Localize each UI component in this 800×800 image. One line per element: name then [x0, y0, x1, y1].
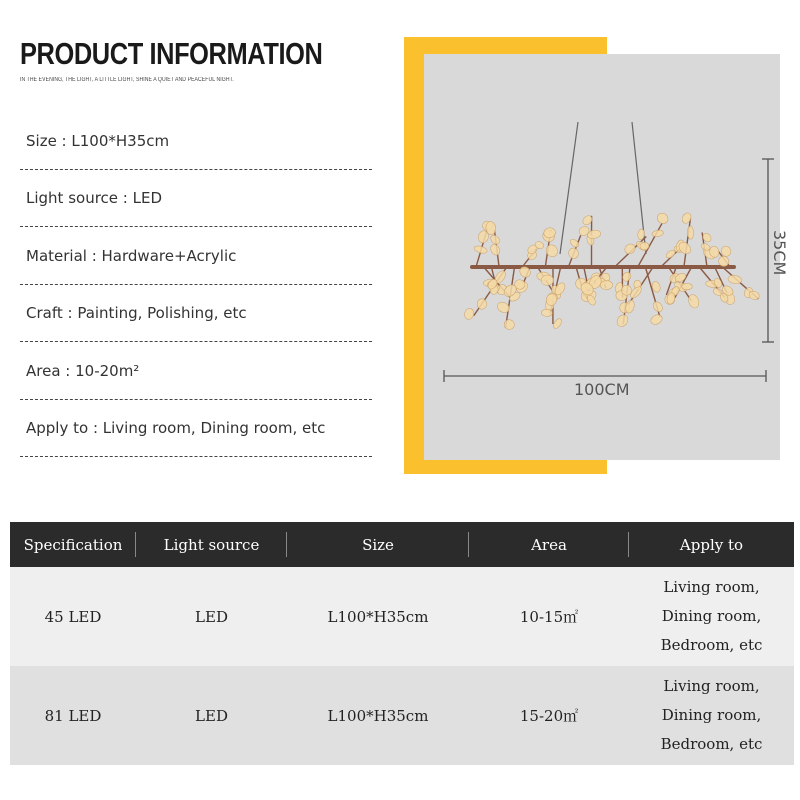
- area-cell: 10-15㎡: [469, 567, 629, 666]
- apply-to-cell: [629, 567, 794, 666]
- product-photo: [424, 54, 780, 460]
- table-row: [10, 567, 794, 666]
- apply-to-line: Living room,: [663, 578, 760, 596]
- spec-table: [10, 522, 794, 765]
- chandelier-leaf: [489, 243, 502, 257]
- spec-item: [20, 400, 372, 458]
- width-label: 100CM: [574, 380, 630, 399]
- chandelier-leaf: [649, 313, 664, 326]
- column-header-label: Specification: [23, 535, 123, 554]
- column-header-label: Apply to: [679, 535, 744, 554]
- apply-to-line: Dining room,: [661, 706, 762, 724]
- chandelier-leaf: [541, 275, 553, 285]
- chandelier-leaf: [476, 298, 487, 310]
- column-header: [287, 522, 469, 567]
- column-header-label: Light source: [163, 535, 260, 554]
- spec-list: [20, 112, 372, 457]
- chandelier-illustration: [424, 54, 780, 460]
- chandelier-leaf: [473, 245, 488, 255]
- chandelier-leaf: [504, 319, 515, 330]
- area-cell: 15-20㎡: [469, 666, 629, 765]
- spec-item-label: Material : Hardware+Acrylic: [26, 246, 237, 265]
- column-header: [136, 522, 287, 567]
- page-title: PRODUCT INFORMATION: [20, 36, 323, 71]
- spec-item: [20, 342, 372, 400]
- spec-item: [20, 112, 372, 170]
- spec-cell: 81 LED: [10, 666, 136, 765]
- size-cell: L100*H35cm: [287, 567, 469, 666]
- chandelier-leaf: [680, 211, 692, 224]
- chandelier-leaf: [489, 233, 501, 245]
- chandelier-branches: [474, 216, 759, 328]
- chandelier-leaf: [463, 307, 475, 320]
- chandelier-leaf: [567, 247, 579, 260]
- size-cell: L100*H35cm: [287, 666, 469, 765]
- height-label: 35CM: [770, 230, 789, 276]
- spec-item-label: Apply to : Living room, Dining room, etc: [26, 419, 326, 437]
- column-header-label: Area: [531, 535, 567, 554]
- chandelier-leaf: [655, 211, 670, 226]
- table-row: [10, 666, 794, 765]
- chandelier-leaf: [541, 309, 552, 317]
- chandelier-leaf: [615, 313, 630, 329]
- spec-item-label: Craft : Painting, Polishing, etc: [26, 304, 247, 322]
- column-header: [469, 522, 629, 567]
- spec-item: [20, 285, 372, 343]
- column-header: [629, 522, 794, 567]
- table-header-row: [10, 522, 794, 567]
- light-source-cell: LED: [136, 666, 287, 765]
- apply-to-line: Bedroom, etc: [660, 636, 763, 654]
- chandelier-leaf: [600, 280, 613, 289]
- chandelier-leaf: [687, 293, 701, 309]
- apply-to-line: Living room,: [663, 677, 760, 695]
- apply-to-line: Dining room,: [661, 607, 762, 625]
- spec-item-label: Size : L100*H35cm: [26, 131, 170, 150]
- spec-item-label: Area : 10-20m²: [26, 361, 140, 380]
- apply-to-line: Bedroom, etc: [660, 735, 763, 753]
- apply-to-cell: [629, 666, 794, 765]
- chandelier-leaf: [682, 283, 693, 290]
- spec-item: [20, 170, 372, 228]
- column-header: [10, 522, 136, 567]
- page-subtitle: IN THE EVENING, THE LIGHT, A LITTLE LIGHT, SHINE A QUIET AND PEACEFUL NIGHT.: [20, 77, 234, 83]
- chandelier-leaf: [652, 229, 664, 237]
- spec-item: [20, 227, 372, 285]
- spec-item-label: Light source : LED: [26, 189, 162, 207]
- suspension-cable: [560, 122, 578, 254]
- column-header-label: Size: [362, 535, 394, 554]
- chandelier-leaf: [623, 242, 637, 256]
- spec-cell: 45 LED: [10, 567, 136, 666]
- chandelier-leaf: [687, 226, 694, 239]
- light-source-cell: LED: [136, 567, 287, 666]
- chandelier-leaf: [651, 300, 664, 314]
